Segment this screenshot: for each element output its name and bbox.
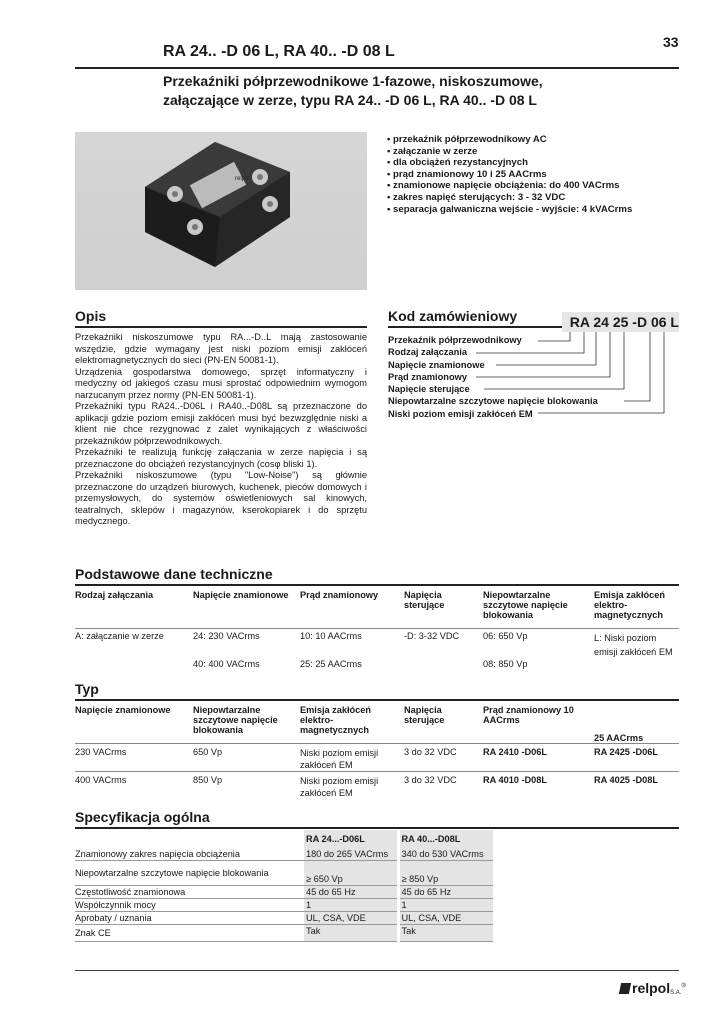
opis-paragraph: Przekaźniki te realizują funkcję załączania w zerze napięcia i są przeznaczone do obciążeń rezystancyjnych (cosφ bliski 1). (75, 447, 367, 469)
spec-table (75, 830, 493, 942)
feature-item: • prąd znamionowy 10 i 25 AACrms (387, 169, 632, 181)
tech-header: Napięcia sterujące (404, 590, 445, 610)
table-cell (404, 659, 483, 677)
tech-header: Prąd znamionowy (300, 590, 379, 600)
table-row (75, 848, 493, 861)
spec-value: 1 (398, 899, 493, 912)
typ-header: Emisja zakłóceń elektro- magnetycznych (300, 705, 371, 735)
spec-value: 180 do 265 VACrms (304, 848, 398, 861)
kod-label: Niepowtarzalne szczytowe napięcie blokowania (388, 396, 598, 407)
feature-item: • zakres napięć sterujących: 3 - 32 VDC (387, 192, 632, 204)
footer-rule (75, 970, 679, 971)
spec-value: 340 do 530 VACrms (398, 848, 493, 861)
spec-label: Częstotliwość znamionowa (75, 886, 304, 899)
order-code: RA 24 25 -D 06 L (562, 312, 679, 332)
table-cell: 3 do 32 VDC (404, 774, 457, 785)
spec-value: Tak (304, 925, 398, 942)
spec-value: 45 do 65 Hz (304, 886, 398, 899)
feature-item: • znamionowe napięcie obciążenia: do 400 VACrms (387, 180, 632, 192)
feature-item: • separacja galwaniczna wejście - wyjście: 4 kVACrms (387, 204, 632, 216)
table-cell: 650 Vp (193, 746, 223, 757)
kod-heading: Kod zamówieniowy (388, 308, 518, 324)
subtitle-line-1: Przekaźniki półprzewodnikowe 1-fazowe, niskoszumowe, (163, 73, 543, 89)
table-row (75, 886, 493, 899)
tech-table (75, 590, 679, 677)
table-cell: L: Niski poziom emisji zakłóceń EM (594, 632, 673, 657)
table-cell (75, 659, 193, 677)
spec-label: Niepowtarzalne szczytowe napięcie blokowania (75, 861, 304, 886)
typ-header: Niepowtarzalne szczytowe napięcie blokowania (193, 705, 278, 735)
table-row (75, 899, 493, 912)
table-row (75, 659, 679, 677)
opis-heading: Opis (75, 308, 107, 324)
feature-list (387, 134, 632, 215)
typ-table (75, 705, 679, 799)
kod-connector-lines (388, 330, 680, 420)
table-cell: Niski poziom emisji zakłóceń EM (300, 775, 379, 798)
table-cell: RA 2410 -D06L (483, 746, 547, 757)
typ-rule (75, 699, 679, 701)
typ-header: Napięcie znamionowe (75, 705, 171, 715)
opis-paragraph: Przekaźniki typu RA24..-D06L i RA40..-D08L są przeznaczone do aplikacji gdzie poziom emisji zakłóceń musi być bezwzględnie niski a klient nie chce rezygnować z zalet wynikających z właściwości przekaźników półprzewodnikowych. (75, 401, 367, 446)
subtitle-line-2: załączające w zerze, typu RA 24.. -D 06 L, RA 40.. -D 08 L (163, 92, 537, 108)
opis-text (75, 332, 367, 528)
table-cell: 08: 850 Vp (483, 658, 528, 669)
table-cell: RA 2425 -D06L (594, 746, 658, 757)
kod-rule (388, 326, 562, 328)
typ-header: Napięcia sterujące (404, 705, 445, 725)
typ-header-row (75, 705, 679, 743)
kod-label: Napięcie znamionowe (388, 359, 485, 370)
table-cell: 230 VACrms (75, 746, 127, 757)
table-row (75, 861, 493, 886)
spec-heading: Specyfikacja ogólna (75, 809, 210, 825)
table-cell: 850 Vp (193, 774, 223, 785)
table-row (75, 743, 679, 771)
kod-label: Rodzaj załączania (388, 347, 468, 358)
tech-header: Napięcie znamionowe (193, 590, 289, 600)
table-cell: 24: 230 VACrms (193, 630, 260, 641)
spec-value: Tak (398, 925, 493, 942)
title-rule (75, 67, 679, 69)
table-row (75, 912, 493, 925)
table-cell: A: załączanie w zerze (75, 630, 164, 641)
kod-label: Niski poziom emisji zakłóceń EM (388, 408, 533, 419)
spec-label: Aprobaty / uznania (75, 912, 304, 925)
page-title: RA 24.. -D 06 L, RA 40.. -D 08 L (163, 43, 395, 60)
opis-paragraph: Przekaźniki niskoszumowe typu RA...-D..L mają zastosowanie wszędzie, gdzie wymagany jest niski poziom emisji zakłóceń elektromagnetycznych do sieci (PN-EN 50081-1). (75, 332, 367, 365)
kod-label: Przekaźnik półprzewodnikowy (388, 335, 522, 345)
product-photo (75, 132, 367, 290)
logo-icon (619, 983, 631, 994)
typ-heading: Typ (75, 681, 99, 697)
feature-item: • przekaźnik półprzewodnikowy AC (387, 134, 632, 146)
spec-col-header: RA 24...-D06L (304, 830, 398, 848)
opis-rule (75, 326, 367, 328)
spec-label: Współczynnik mocy (75, 899, 304, 912)
table-cell: Niski poziom emisji zakłóceń EM (300, 747, 379, 770)
spec-value: 45 do 65 Hz (398, 886, 493, 899)
logo-mark: ® (681, 983, 686, 990)
table-cell: RA 4010 -D08L (483, 774, 547, 785)
product-label: relpol (235, 176, 250, 182)
spec-col-header: RA 40...-D08L (398, 830, 493, 848)
table-cell: 40: 400 VACrms (193, 658, 260, 669)
kod-label: Napięcie sterujące (388, 384, 470, 395)
table-row (75, 628, 679, 659)
spec-label: Znak CE (75, 925, 304, 942)
spec-value: UL, CSA, VDE (304, 912, 398, 925)
table-cell: 400 VACrms (75, 774, 127, 785)
spec-value: ≥ 650 Vp (304, 861, 398, 886)
typ-header: 25 AACrms (594, 732, 644, 743)
table-cell: -D: 3-32 VDC (404, 630, 460, 641)
logo-suffix: S.A. (670, 990, 682, 996)
relpol-logo (620, 980, 686, 996)
table-cell: 06: 650 Vp (483, 630, 528, 641)
spec-value: 1 (304, 899, 398, 912)
tech-heading: Podstawowe dane techniczne (75, 566, 273, 582)
opis-paragraph: Przekaźniki niskoszumowe (typu "Low-Noise") są głównie przeznaczone do urządzeń biurowych, kuchenek, pieców domowych i przemysłowych, do systemów oświetleniowych sal kinowych, teatralnych, sklepów i magazynów, kserokopiarek i do sprzętu medycznego. (75, 470, 367, 526)
kod-label: Prąd znamionowy (388, 371, 468, 382)
logo-text: relpol (632, 980, 671, 996)
tech-header: Niepowtarzalne szczytowe napięcie blokowania (483, 590, 568, 620)
feature-item: • dla obciążeń rezystancyjnych (387, 157, 632, 169)
spec-label: Znamionowy zakres napięcia obciążenia (75, 848, 304, 861)
tech-header-row (75, 590, 679, 628)
spec-value: UL, CSA, VDE (398, 912, 493, 925)
feature-item: • załączanie w zerze (387, 146, 632, 158)
table-row (75, 925, 493, 942)
spec-value: ≥ 850 Vp (398, 861, 493, 886)
table-cell: RA 4025 -D08L (594, 774, 658, 785)
table-row (75, 771, 679, 799)
tech-header: Rodzaj załączania (75, 590, 154, 600)
tech-rule (75, 584, 679, 586)
table-cell (594, 659, 679, 677)
table-cell: 3 do 32 VDC (404, 746, 457, 757)
table-cell: 10: 10 AACrms (300, 630, 362, 641)
tech-header: Emisja zakłóceń elektro- magnetycznych (594, 590, 665, 620)
typ-header: Prąd znamionowy 10 AACrms (483, 705, 574, 725)
opis-paragraph: Urządzenia gospodarstwa domowego, sprzęt informatyczny i medyczny od jakiegoś czasu musi sprostać odpowiednim wymogom narzucanym przez normy (PN-EN 50081-1). (75, 366, 367, 400)
spec-header-row (75, 830, 493, 848)
spec-rule (75, 827, 679, 829)
table-cell: 25: 25 AACrms (300, 658, 362, 669)
page-number: 33 (663, 34, 679, 50)
subtitle (163, 72, 663, 110)
